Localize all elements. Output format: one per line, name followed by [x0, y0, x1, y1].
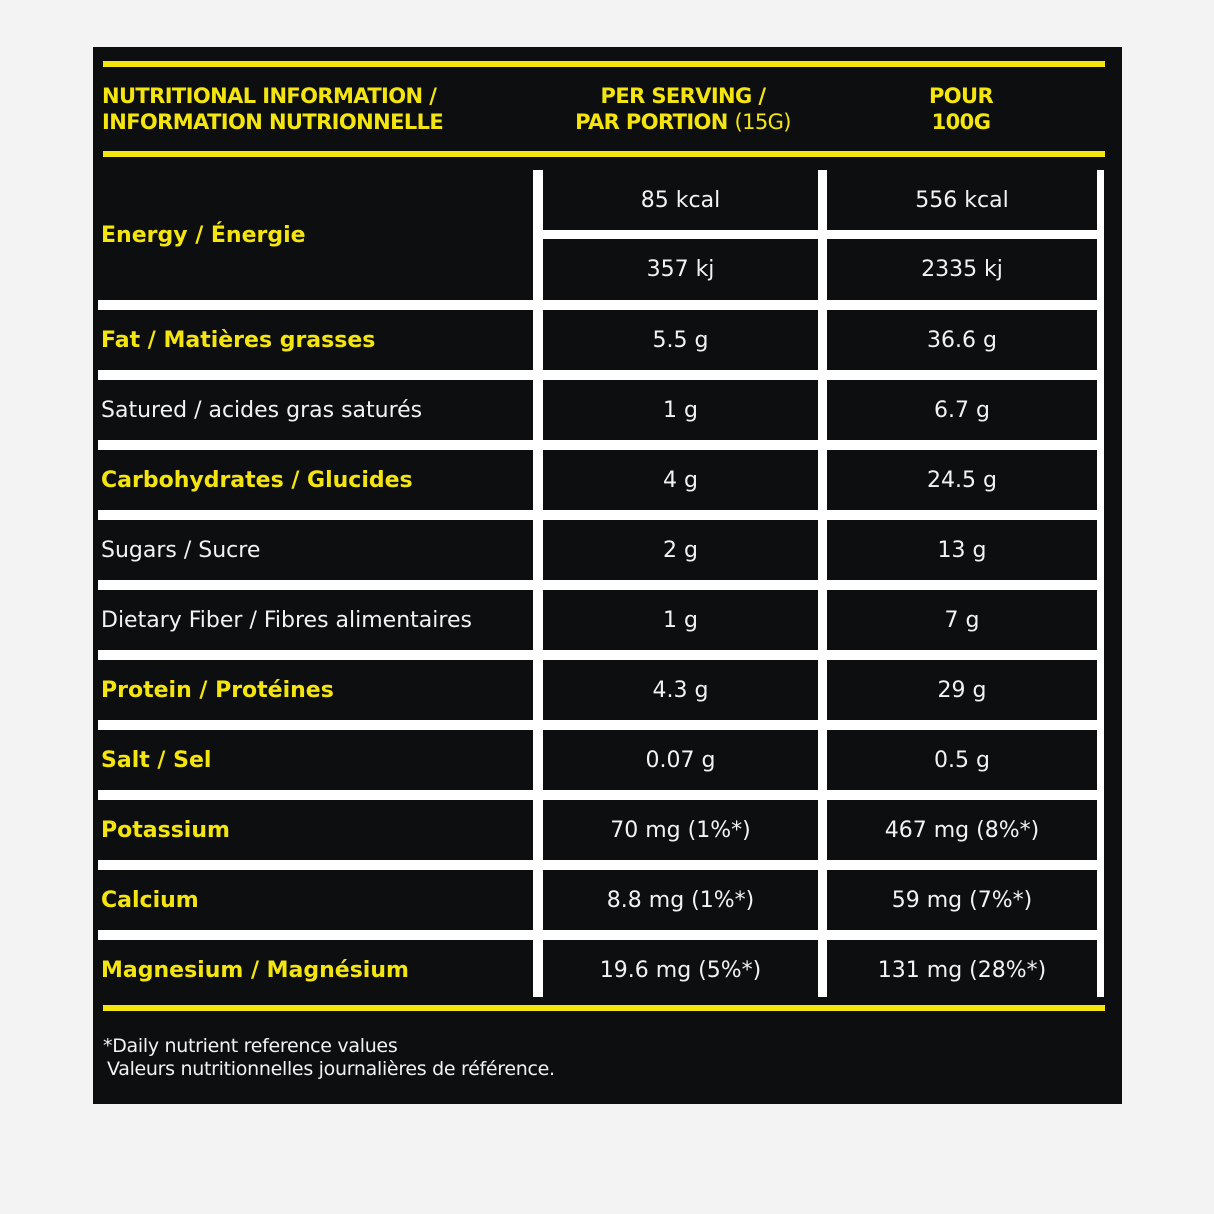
energy-100g-kj: 2335 kj: [827, 239, 1097, 300]
fat-per-100g: 36.6 g: [827, 310, 1097, 370]
protein-per-100g: 29 g: [827, 660, 1097, 720]
sugars-per-serving: 2 g: [543, 520, 818, 580]
satured-per-100g: 6.7 g: [827, 380, 1097, 440]
salt-label: Salt / Sel: [98, 730, 533, 790]
sugars-label: Sugars / Sucre: [98, 520, 533, 580]
nutrition-table: [98, 170, 1104, 997]
potassium-per-serving: 70 mg (1%*): [543, 800, 818, 860]
header-accent-line: [103, 151, 1105, 157]
footnote: [103, 1035, 555, 1081]
dietary-fiber-per-serving: 1 g: [543, 590, 818, 650]
calcium-per-100g: 59 mg (7%*): [827, 870, 1097, 930]
header-per-100g: [891, 83, 1031, 135]
header-col2-line2: [553, 109, 813, 135]
fat-label: Fat / Matières grasses: [98, 310, 533, 370]
bottom-accent-line: [103, 1005, 1105, 1011]
protein-label: Protein / Protéines: [98, 660, 533, 720]
nutrition-panel: [93, 47, 1122, 1104]
calcium-label: Calcium: [98, 870, 533, 930]
header-col1-line2: INFORMATION NUTRIONNELLE: [102, 110, 444, 134]
potassium-per-100g: 467 mg (8%*): [827, 800, 1097, 860]
potassium-label: Potassium: [98, 800, 533, 860]
footnote-line2: Valeurs nutritionnelles journalières de référence.: [107, 1058, 555, 1080]
dietary-fiber-per-100g: 7 g: [827, 590, 1097, 650]
header-col2-line1: PER SERVING /: [600, 84, 766, 108]
header-col2-line2-bold: PAR PORTION: [575, 110, 728, 134]
energy-serving-kcal: 85 kcal: [543, 170, 818, 230]
header-col1-line1: NUTRITIONAL INFORMATION /: [102, 84, 437, 108]
dietary-fiber-label: Dietary Fiber / Fibres alimentaires: [98, 590, 533, 650]
carbohydrates-per-serving: 4 g: [543, 450, 818, 510]
satured-per-serving: 1 g: [543, 380, 818, 440]
salt-per-100g: 0.5 g: [827, 730, 1097, 790]
magnesium-per-100g: 131 mg (28%*): [827, 940, 1097, 1000]
header-per-serving: [553, 83, 813, 135]
fat-per-serving: 5.5 g: [543, 310, 818, 370]
sugars-per-100g: 13 g: [827, 520, 1097, 580]
header-col3-line2: 100G: [931, 110, 991, 134]
satured-label: Satured / acides gras saturés: [98, 380, 533, 440]
protein-per-serving: 4.3 g: [543, 660, 818, 720]
magnesium-label: Magnesium / Magnésium: [98, 940, 533, 1000]
carbohydrates-per-100g: 24.5 g: [827, 450, 1097, 510]
energy-serving-kj: 357 kj: [543, 239, 818, 300]
salt-per-serving: 0.07 g: [543, 730, 818, 790]
header-col2-line2-light: (15G): [734, 110, 791, 134]
energy-label: Energy / Énergie: [98, 170, 533, 300]
calcium-per-serving: 8.8 mg (1%*): [543, 870, 818, 930]
footnote-line1: *Daily nutrient reference values: [103, 1035, 398, 1057]
top-accent-line: [103, 61, 1105, 67]
header-nutritional-information: [102, 83, 443, 135]
header-col3-line1: POUR: [928, 84, 994, 108]
carbohydrates-label: Carbohydrates / Glucides: [98, 450, 533, 510]
magnesium-per-serving: 19.6 mg (5%*): [543, 940, 818, 1000]
energy-100g-kcal: 556 kcal: [827, 170, 1097, 230]
